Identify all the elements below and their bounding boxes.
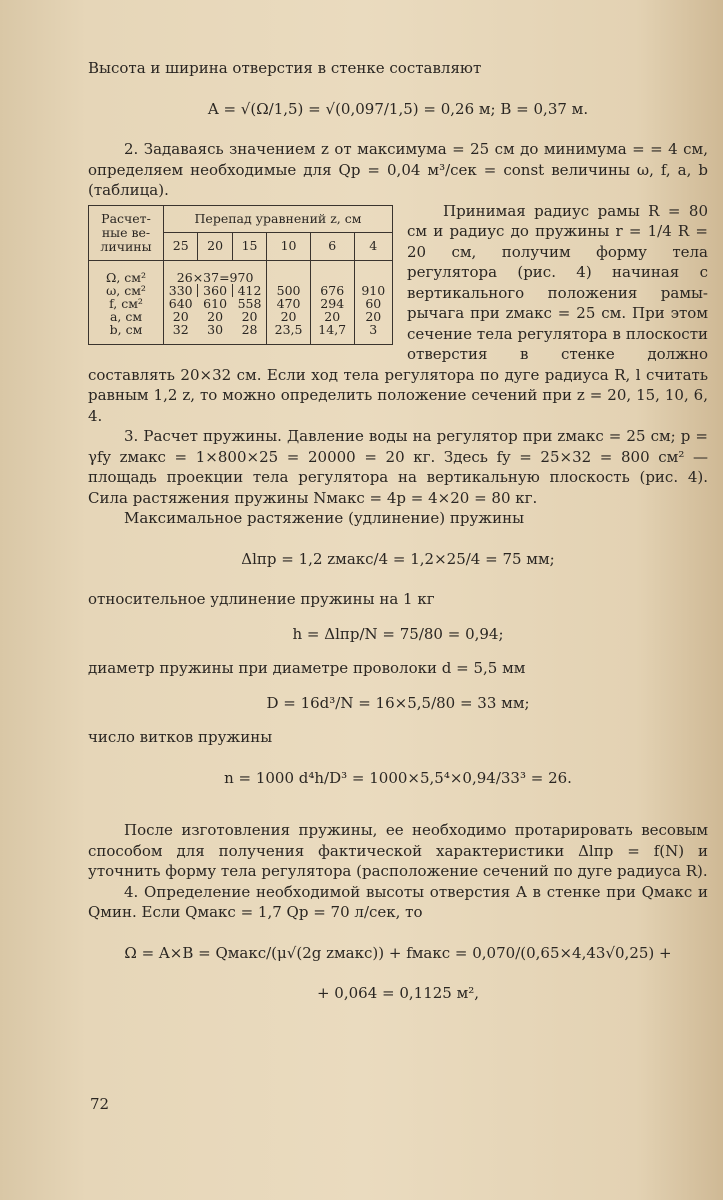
equation-n: n = 1000 d⁴h/D³ = 1000×5,5⁴×0,94/33³ = 26.	[224, 768, 572, 787]
cell: 30	[207, 321, 224, 337]
cell: 3	[369, 321, 378, 337]
cell: 60	[365, 295, 382, 311]
equation-delta-l: Δlпр = 1,2 zмакс/4 = 1,2×25/4 = 75 мм;	[241, 549, 555, 568]
cell: 558	[237, 295, 262, 311]
cell: 20	[172, 308, 189, 324]
cell: 28	[241, 321, 258, 337]
row-label: ω, см²	[106, 282, 146, 298]
col-4	[354, 260, 392, 344]
cell: 20	[324, 308, 341, 324]
cell: 330	[168, 282, 193, 298]
cell: 412	[237, 282, 262, 298]
paragraph-max-stretch: Максимальное растяжение (удлинение) пружины	[124, 509, 525, 527]
cell: 470	[276, 295, 301, 311]
equation-D: D = 16d³/N = 16×5,5/80 = 33 мм;	[266, 693, 530, 712]
paragraph-relative: относительное удлинение пружины на 1 кг	[88, 590, 435, 608]
paragraph-4: 4. Определение необходимой высоты отверстия A в стенке при Qмакс и Qмин. Если Qмакс = 1,7 Qр = 70 л/сек, то	[88, 882, 708, 921]
cell: 20	[207, 308, 224, 324]
page-body	[88, 58, 708, 1018]
paragraph-2: 2. Задаваясь значением z от максимума = 25 см до минимума = = 4 см, определяем необходимые для Qр = 0,04 м³/сек = const величины ω, f, a, b (таблица).	[88, 140, 708, 199]
cell: 360	[203, 282, 228, 298]
cell: 640	[168, 295, 193, 311]
table-corner: Расчет-ные ве-личины	[89, 205, 164, 260]
z-value: 20	[198, 233, 232, 261]
paragraph-spring: 3. Расчет пружины. Давление воды на регулятор при zмакс = 25 см; p = γfy zмакс = 1×800×25 = 20000 = 20 кг. Здесь fy = 25×32 = 800 см² — площадь проекции тела регулятора на вертикальную плоскость (рис. 4). Сила растяжения пружины Nмакс = 4p = 4×20 = 80 кг.	[88, 427, 708, 507]
cell: 14,7	[318, 321, 347, 337]
paragraph-calibration: После изготовления пружины, ее необходимо протарировать весовым способом для получения фактической характеристики Δlпр = f(N) и уточнить форму тела регулятора (расположение сечений по дуге радиуса R).	[88, 821, 708, 880]
z-value: 6	[310, 233, 354, 261]
paragraph-intro: Высота и ширина отверстия в стенке составляют	[88, 59, 482, 77]
paragraph-3: Принимая радиус рамы R = 80 см и радиус до пружины r = 1/4 R = 20 см, получим форму тела регулятора (рис. 4) начиная с вертикального положения рамы-рычага при zмакс = 25 см. При этом сечение тела регулятора в плоскости отверстия в стенке должно составлять 20×32 см. Если ход тела регулятора по дуге радиуса R, l считать равным 1,2 z, то можно определить положение сечений при z = 20, 15, 10, 6, 4.	[88, 201, 708, 425]
equation-area: A = √(Ω/1,5) = √(0,097/1,5) = 0,26 м; B = 0,37 м.	[207, 99, 589, 118]
equation-omega: Ω = A×B = Qмакс/(μ√(2g zмакс)) + fмакс = 0,070/(0,65×4,43√0,25) +	[124, 943, 672, 962]
paragraph-diameter: диаметр пружины при диаметре проволоки d = 5,5 мм	[88, 659, 526, 677]
cell: 20	[280, 308, 297, 324]
z-value: 25	[164, 233, 198, 261]
page-number: 72	[90, 1095, 110, 1113]
cell: 676	[320, 282, 345, 298]
cell: 294	[320, 295, 345, 311]
equation-omega-cont: + 0,064 = 0,1125 м²,	[316, 984, 480, 1002]
row-labels	[89, 260, 164, 344]
z-value: 4	[354, 233, 392, 261]
table-flow	[88, 201, 708, 509]
merged-columns	[164, 260, 267, 344]
z-value: 15	[232, 233, 266, 261]
col-6	[310, 260, 354, 344]
cell: 32	[172, 321, 189, 337]
values-table	[88, 205, 393, 345]
table-header-caption: Перепад уравнений z, см	[164, 205, 393, 233]
col-10	[267, 260, 311, 344]
cell: 20	[241, 308, 258, 324]
z-value: 10	[267, 233, 311, 261]
row-label: f, см²	[109, 295, 143, 311]
omega-value: 26×37=970	[176, 269, 254, 285]
cell: 500	[276, 282, 301, 298]
paragraph-turns: число витков пружины	[88, 728, 273, 746]
cell: 20	[365, 308, 382, 324]
row-label: b, см	[109, 321, 143, 337]
cell: 610	[203, 295, 228, 311]
equation-h: h = Δlпр/N = 75/80 = 0,94;	[292, 624, 504, 643]
row-label: a, см	[109, 308, 143, 324]
cell: 23,5	[274, 321, 303, 337]
cell: 910	[361, 282, 386, 298]
row-label: Ω, см²	[105, 269, 147, 285]
